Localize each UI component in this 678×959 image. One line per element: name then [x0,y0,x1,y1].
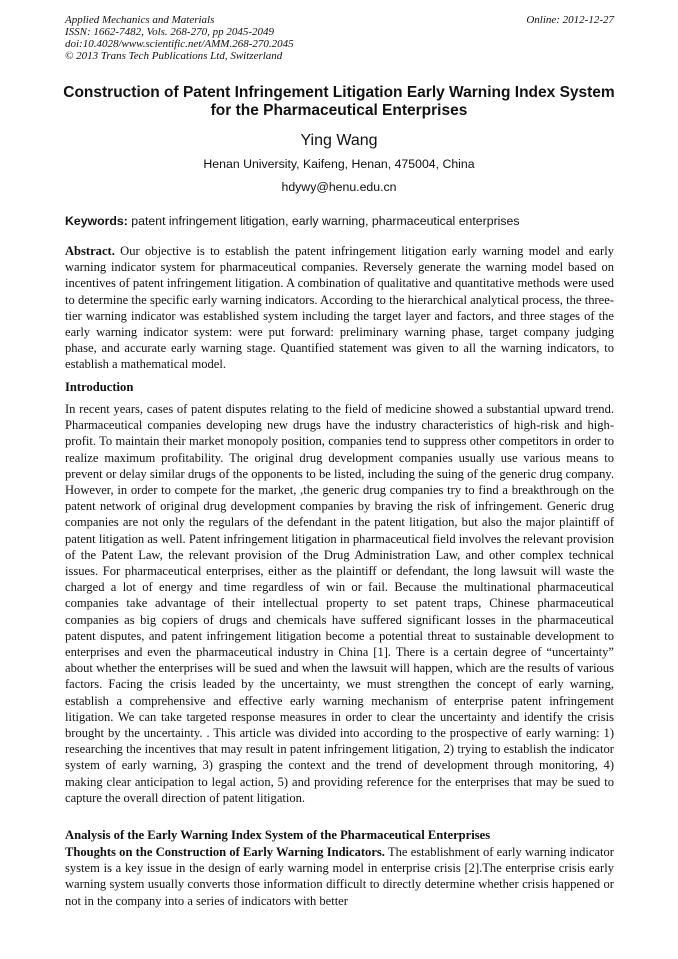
analysis-heading: Analysis of the Early Warning Index System of the Pharmaceutical Enterprises [65,828,491,842]
paper-title: Construction of Patent Infringement Litigation Early Warning Index System for the Pharmaceutical Enterprises [63,84,615,119]
analysis-text: The establishment of early warning indicator system is a key issue in the design of early warning model in enterprise crisis [2].The enterprise crisis early warning system usually converts those information difficult to directly determine whether crisis happened or not in the company into a series of indicators with better [65,845,614,908]
doi-line: doi:10.4028/www.scientific.net/AMM.268-270.2045 [65,38,294,50]
abstract-paragraph [65,243,614,373]
author-email[interactable]: hdywy@henu.edu.cn [281,180,397,194]
keywords [65,214,625,228]
analysis-subheading: Thoughts on the Construction of Early Warning Indicators. [65,845,385,859]
author-name: Ying Wang [300,132,378,149]
keywords-text: patent infringement litigation, early warning, pharmaceutical enterprises [127,214,520,228]
author-affiliation: Henan University, Kaifeng, Henan, 475004, China [203,157,475,171]
publication-info [65,14,294,62]
copyright-line: © 2013 Trans Tech Publications Ltd, Switzerland [65,50,283,62]
issn-line: ISSN: 1662-7482, Vols. 268-270, pp 2045-2049 [65,26,274,38]
introduction-paragraph: In recent years, cases of patent disputes relating to the field of medicine showed a substantial upward trend. Pharmaceutical companies developing new drugs have the industry characteristics of high-risk and high-profit. To maintain their market monopoly position, companies tend to suppress other competitors in order to realize maximum profitability. The original drug development companies usually use various means to prevent or delay similar drugs of the opponents to be listed, including the suing of the generic drug company. However, in order to compete for the market, ,the generic drug companies try to find a breakthrough on the patent network of original drug development companies by braving the risk of infringement. Generic drug companies are not only the regulars of the defendant in the patent litigation, but also the major plaintiff of patent litigation as well. Patent infringement litigation in pharmaceutical field involves the relevant provision of the Patent Law, the relevant provision of the Drug Administration Law, and other complex technical issues. For pharmaceutical enterprises, either as the plaintiff or defendant, the long lawsuit will waste the charged a lot of energy and time regardless of win or fail. Because the multinational pharmaceutical companies take advantage of their intellectual property to set patent traps, Chinese pharmaceutical companies as big copiers of drugs and chemicals have suffered significant losses in the pharmaceutical patent disputes, and patent infringement litigation become a potential threat to sustainable development to enterprises and even the pharmaceutical industry in China [1]. There is a certain degree of “uncertainty” about whether the enterprises will be sued and when the lawsuit will happen, which are the results of various factors. Facing the crisis leaded by the uncertainty, we must strengthen the concept of early warning, establish a comprehensive and effective early warning mechanism of enterprise patent infringement litigation. We can take targeted response measures in order to clear the uncertainty and identify the crisis brought by the uncertainty. . This article was divided into according to the prospective of early warning: 1) researching the incentives that may result in patent infringement litigation, 2) trying to establish the indicator system of early warning, 3) grasping the context and the trend of development through monitoring, 4) making clear anticipation to legal action, 5) and providing reference for the enterprises that may be sued to capture the overall direction of patent litigation. [65,402,614,805]
journal-name: Applied Mechanics and Materials [65,14,215,26]
analysis-paragraph [65,844,614,909]
abstract-text: Our objective is to establish the patent infringement litigation early warning model and early warning indicator system for pharmaceutical companies. Reversely generate the warning model based on incentives of patent infringement litigation. A combination of qualitative and quantitative methods were used to determine the specific early warning indicators. According to the hierarchical analytical process, the three-tier warning indicator was established system including the target layer and factors, and three stages of the early warning indicator system: were put forward: preliminary warning phase, target company judging phase, and accurate early warning stage. Quantified statement was given to all the warning indicators, to establish a mathematical model. [65,244,614,372]
abstract-label: Abstract. [65,244,115,258]
online-date: Online: 2012-12-27 [526,14,614,26]
introduction-heading: Introduction [65,380,134,394]
keywords-label: Keywords: [65,214,128,228]
